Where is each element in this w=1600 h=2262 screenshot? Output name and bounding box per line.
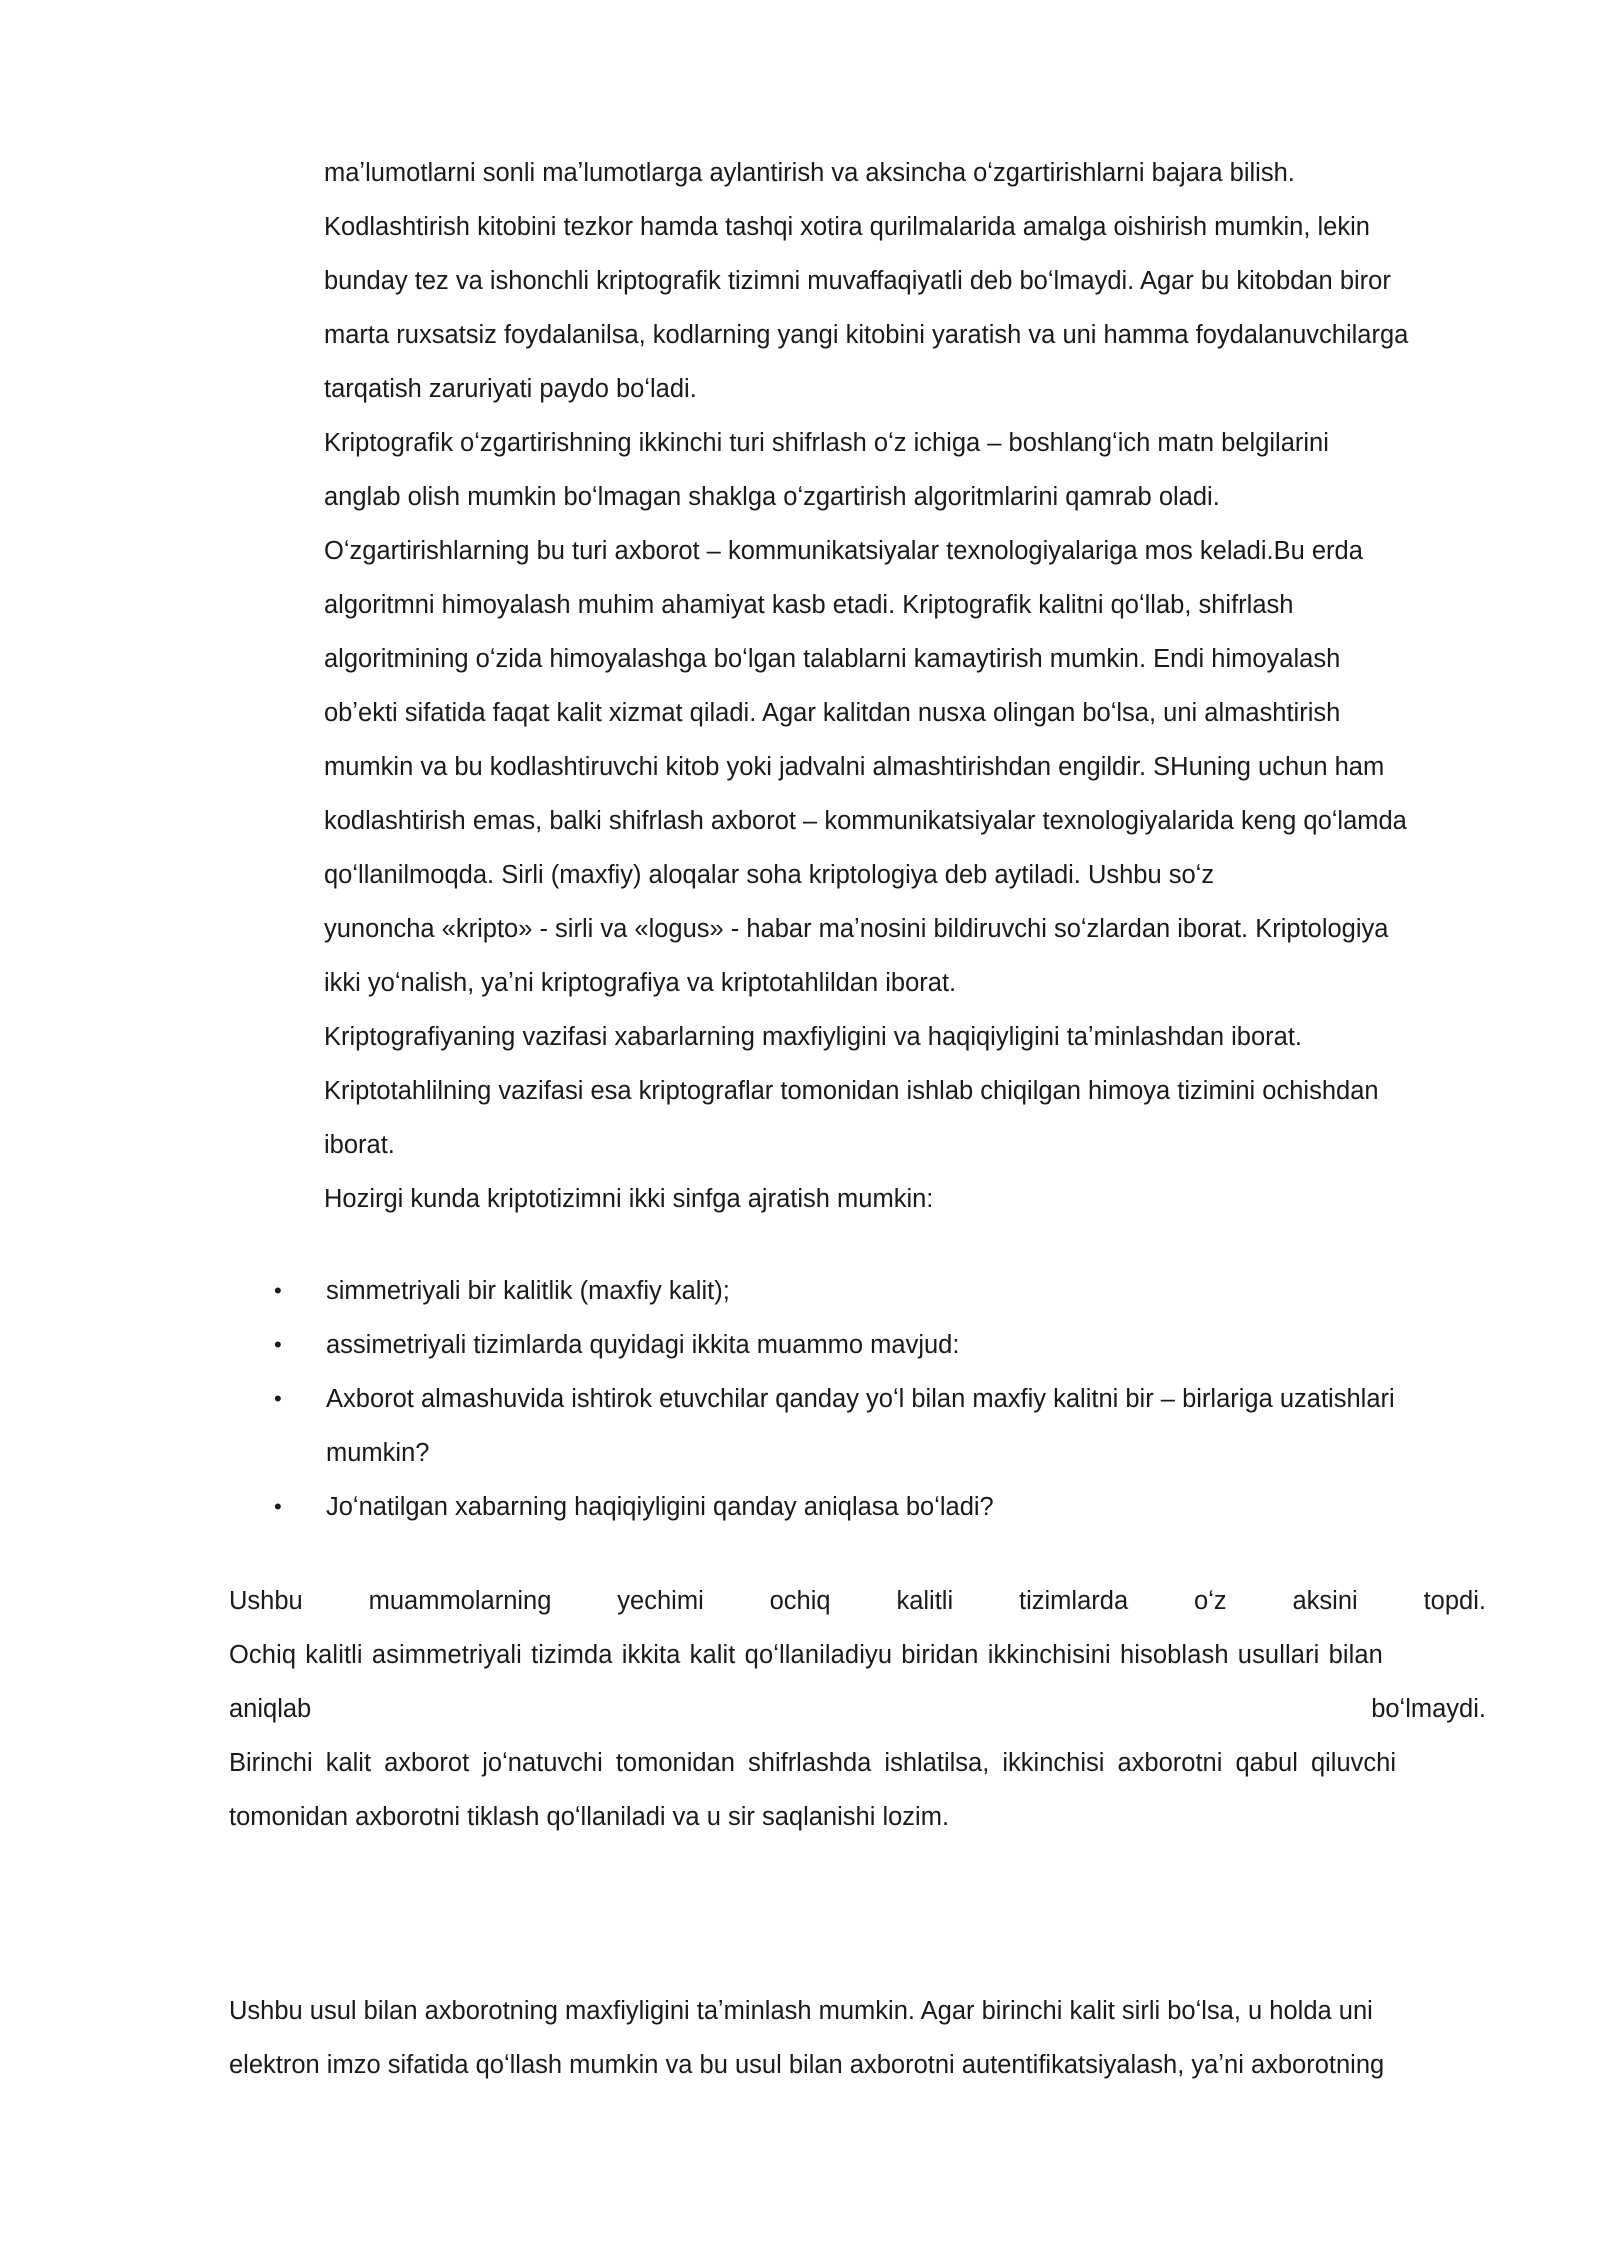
text-line: Kriptografiyaning vazifasi xabarlarning maxfiyligini va haqiqiyligini taʼminlashdan iborat. xyxy=(324,1023,1303,1051)
text-line: yunoncha «kripto» - sirli va «logus» - habar maʼnosini bildiruvchi soʻzlardan iborat. Kriptologiya xyxy=(324,915,1389,943)
bullet-marker: • xyxy=(274,1386,282,1411)
text-line: mumkin va bu kodlashtiruvchi kitob yoki jadvalni almashtirishdan engildir. SHuning uchun ham xyxy=(324,753,1385,781)
text-line: tomonidan axborotni tiklash qoʻllaniladi va u sir saqlanishi lozim. xyxy=(229,1803,950,1831)
list-item xyxy=(274,1264,1486,1318)
text-line: algoritmni himoyalash muhim ahamiyat kasb etadi. Kriptografik kalitni qoʻllab, shifrlash xyxy=(324,591,1294,619)
text-line: anglab olish mumkin boʻlmagan shaklga oʻzgartirish algoritmlarini qamrab oladi. xyxy=(324,483,1220,511)
text-line: Kodlashtirish kitobini tezkor hamda tashqi xotira qurilmalarida amalga oishirish mumkin, lekin xyxy=(324,213,1370,241)
final-paragraph xyxy=(229,1984,1486,2092)
text-line: Ushbu usul bilan axborotning maxfiyligini taʼminlash mumkin. Agar birinchi kalit sirli boʻlsa, u holda uni xyxy=(229,1997,1373,2025)
text-line: Kriptotahlilning vazifasi esa kriptograflar tomonidan ishlab chiqilgan himoya tizimini ochishdan xyxy=(324,1077,1379,1105)
word: yechimi xyxy=(617,1587,704,1615)
text-line: marta ruxsatsiz foydalanilsa, kodlarning yangi kitobini yaratish va uni hamma foydalanuvchilarga xyxy=(324,321,1409,349)
list-item-text: assimetriyali tizimlarda quyidagi ikkita muammo mavjud: xyxy=(326,1331,960,1359)
word: aniqlab xyxy=(229,1695,312,1723)
list-item xyxy=(274,1480,1486,1534)
word: tizimlarda xyxy=(1019,1587,1129,1615)
text-line: algoritmining oʻzida himoyalashga boʻlgan talablarni kamaytirish mumkin. Endi himoyalash xyxy=(324,645,1341,673)
list-item-text: mumkin? xyxy=(326,1439,430,1467)
bullet-marker: • xyxy=(274,1332,282,1357)
text-line: qoʻllanilmoqda. Sirli (maxfiy) aloqalar soha kriptologiya deb aytiladi. Ushbu soʻz xyxy=(324,861,1215,889)
word: aksini xyxy=(1292,1587,1358,1615)
text-line: Kriptografik oʻzgartirishning ikkinchi turi shifrlash oʻz ichiga – boshlangʻich matn belgilarini xyxy=(324,429,1329,457)
text-line: iborat. xyxy=(324,1131,395,1159)
word: muammolarning xyxy=(368,1587,552,1615)
list-item-text: Axborot almashuvida ishtirok etuvchilar qanday yoʻl bilan maxfiy kalitni bir – birlariga uzatishlari xyxy=(326,1385,1395,1413)
word: ochiq xyxy=(769,1587,831,1615)
text-line: Hozirgi kunda kriptotizimni ikki sinfga ajratish mumkin: xyxy=(324,1185,934,1213)
text-line: elektron imzo sifatida qoʻllash mumkin va bu usul bilan axborotni autentifikatsiyalash, yaʼni axborotning xyxy=(229,2051,1385,2079)
bullet-marker: • xyxy=(274,1494,282,1519)
list-item xyxy=(274,1372,1486,1426)
list-item xyxy=(274,1318,1486,1372)
text-line: Birinchi kalit axborot joʻnatuvchi tomonidan shifrlashda ishlatilsa, ikkinchisi axborotni qabul qiluvchi xyxy=(229,1749,1396,1777)
bullet-marker: • xyxy=(274,1278,282,1303)
word: oʻz xyxy=(1194,1587,1227,1615)
word: kalitli xyxy=(896,1587,954,1615)
text-line: tarqatish zaruriyati paydo boʻladi. xyxy=(324,375,697,403)
text-line: ikki yoʻnalish, yaʼni kriptografiya va kriptotahlildan iborat. xyxy=(324,969,957,997)
bullet-list xyxy=(274,1264,1486,1534)
text-line: obʼekti sifatida faqat kalit xizmat qiladi. Agar kalitdan nusxa olingan boʻlsa, uni almashtirish xyxy=(324,699,1341,727)
word: boʻlmaydi. xyxy=(1371,1695,1486,1723)
list-item-text: simmetriyali bir kalitlik (maxfiy kalit); xyxy=(326,1277,730,1305)
text-line: bunday tez va ishonchli kriptografik tizimni muvaffaqiyatli deb boʻlmaydi. Agar bu kitobdan biror xyxy=(324,267,1391,295)
text-line: Ochiq kalitli asimmetriyali tizimda ikkita kalit qoʻllaniladiyu biridan ikkinchisini hisoblash usullari bilan xyxy=(229,1641,1383,1669)
word: topdi. xyxy=(1423,1587,1486,1615)
list-item-continuation xyxy=(274,1426,1486,1480)
list-item-text: Joʻnatilgan xabarning haqiqiyligini qanday aniqlasa boʻladi? xyxy=(326,1493,994,1521)
text-line xyxy=(229,1682,1486,1736)
text-line: Oʻzgartirishlarning bu turi axborot – kommunikatsiyalar texnologiyalariga mos keladi.Bu erda xyxy=(324,537,1363,565)
indented-text-block xyxy=(324,146,1486,1226)
full-width-paragraph xyxy=(229,1574,1486,1844)
text-line: kodlashtirish emas, balki shifrlash axborot – kommunikatsiyalar texnologiyalarida keng qoʻlamda xyxy=(324,807,1407,835)
text-line xyxy=(229,1574,1486,1628)
word: Ushbu xyxy=(229,1587,303,1615)
text-line: maʼlumotlarni sonli maʼlumotlarga aylantirish va aksincha oʻzgartirishlarni bajara bilish. xyxy=(324,159,1295,187)
